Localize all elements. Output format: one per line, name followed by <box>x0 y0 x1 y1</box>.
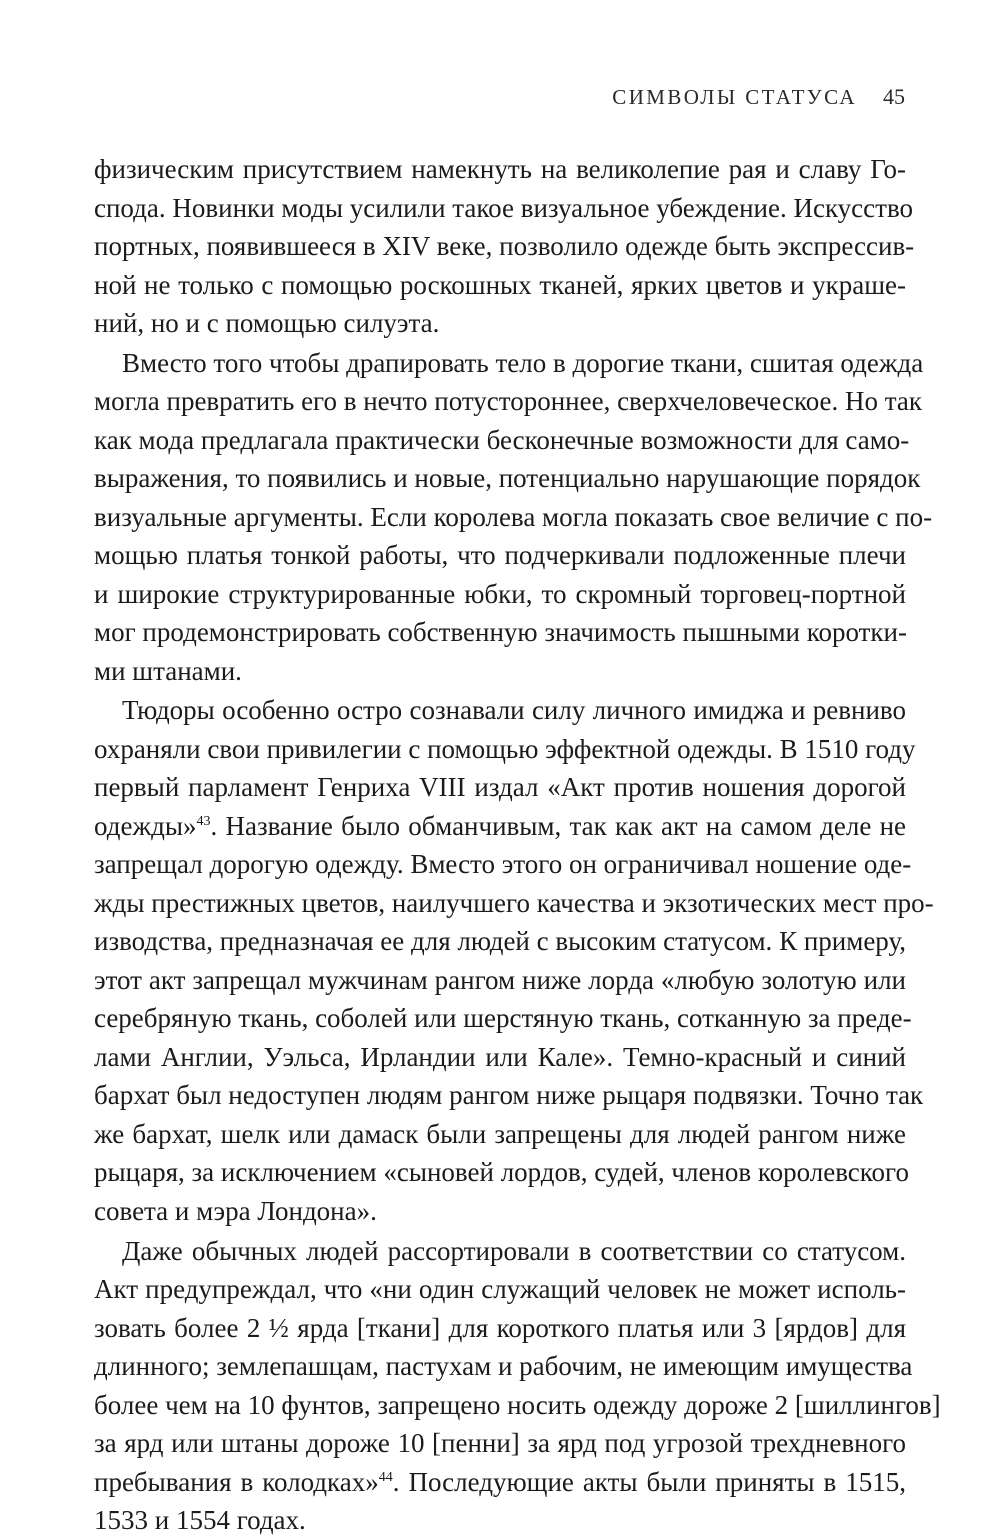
text-line: более чем на 10 фунтов, запрещено носить одежду дороже 2 [шиллингов] <box>94 1389 941 1420</box>
text-line: рыцаря, за исключением «сыновей лордов, судей, членов королевского <box>94 1157 909 1188</box>
chapter-title: СИМВОЛЫ СТАТУСА <box>612 85 857 109</box>
footnote-ref-43[interactable]: 43 <box>196 813 211 829</box>
text-line: и широкие структурированные юбки, то скромный торговец-портной <box>94 578 906 609</box>
text-line: лами Англии, Уэльса, Ирландии или Кале». Темно-красный и синий <box>94 1041 906 1072</box>
text-line: портных, появившееся в XIV веке, позволило одежде быть экспрессив- <box>94 231 915 261</box>
body-text <box>94 150 941 1540</box>
page-number: 45 <box>883 84 905 109</box>
text-line: Даже обычных людей рассортировали в соответствии со статусом. <box>122 1235 906 1266</box>
text-line: бархат был недоступен людям рангом ниже рыцаря подвязки. Точно так <box>94 1080 924 1111</box>
line-text: . Название было обманчивым, так как акт на самом деле не <box>210 810 906 841</box>
line-text: одежды» <box>94 810 197 841</box>
text-line: спода. Новинки моды усилили такое визуальное убеждение. Искусство <box>94 192 914 223</box>
text-line: физическим присутствием намекнуть на великолепие рая и славу Го- <box>94 154 906 184</box>
text-line: этот акт запрещал мужчинам рангом ниже лорда «любую золотую или <box>94 964 906 995</box>
text-line: за ярд или штаны дороже 10 [пенни] за ярд под угрозой трехдневного <box>94 1428 906 1459</box>
text-line: ний, но и с помощью силуэта. <box>94 308 440 338</box>
text-line: серебряную ткань, соболей или шерстяную ткань, сотканную за преде- <box>94 1003 912 1034</box>
paragraph <box>94 344 933 691</box>
text-line: же бархат, шелк или дамаск были запрещены для людей рангом ниже <box>94 1118 906 1149</box>
text-line: мог продемонстрировать собственную значимость пышными коротки- <box>94 617 907 648</box>
text-line: Акт предупреждал, что «ни один служащий человек не может исполь- <box>94 1274 906 1305</box>
text-line: Вместо того чтобы драпировать тело в дорогие ткани, сшитая одежда <box>122 347 924 378</box>
text-line: ми штанами. <box>94 655 242 686</box>
text-line: выражения, то появились и новые, потенциально нарушающие порядок <box>94 463 921 494</box>
text-line: зовать более 2 ½ ярда [ткани] для короткого платья или 3 [ярдов] для <box>94 1312 906 1343</box>
text-line: визуальные аргументы. Если королева могла показать свое величие с по- <box>94 501 933 532</box>
paragraph <box>94 1232 941 1540</box>
running-header <box>612 84 905 110</box>
text-line: совета и мэра Лондона». <box>94 1195 377 1226</box>
text-line: 1533 и 1554 годах. <box>94 1505 306 1536</box>
text-line <box>94 1463 906 1502</box>
footnote-ref-44[interactable]: 44 <box>378 1469 393 1485</box>
text-line <box>94 807 906 846</box>
text-line: первый парламент Генриха VIII издал «Акт против ношения дорогой <box>94 772 906 803</box>
text-line: длинного; землепашцам, пастухам и рабочим, не имеющим имущества <box>94 1351 913 1382</box>
text-line: Тюдоры особенно остро сознавали силу личного имиджа и ревниво <box>122 695 906 726</box>
text-line: как мода предлагала практически бесконечные возможности для само- <box>94 424 910 455</box>
text-line: могла превратить его в нечто потустороннее, сверхчеловеческое. Но так <box>94 386 922 417</box>
text-line: мощью платья тонкой работы, что подчеркивали подложенные плечи <box>94 540 906 571</box>
text-line: запрещал дорогую одежду. Вместо этого он ограничивал ношение оде- <box>94 849 912 880</box>
text-line: охраняли свои привилегии с помощью эффектной одежды. В 1510 году <box>94 733 916 764</box>
text-line: изводства, предназначая ее для людей с высоким статусом. К примеру, <box>94 926 906 957</box>
text-line: ной не только с помощью роскошных тканей, ярких цветов и украше- <box>94 269 906 300</box>
line-text: пребывания в колодках» <box>94 1466 379 1497</box>
line-text: . Последующие акты были приняты в 1515, <box>392 1466 906 1497</box>
text-line: жды престижных цветов, наилучшего качества и экзотических мест про- <box>94 887 934 918</box>
paragraph <box>94 150 915 343</box>
paragraph <box>94 691 934 1230</box>
